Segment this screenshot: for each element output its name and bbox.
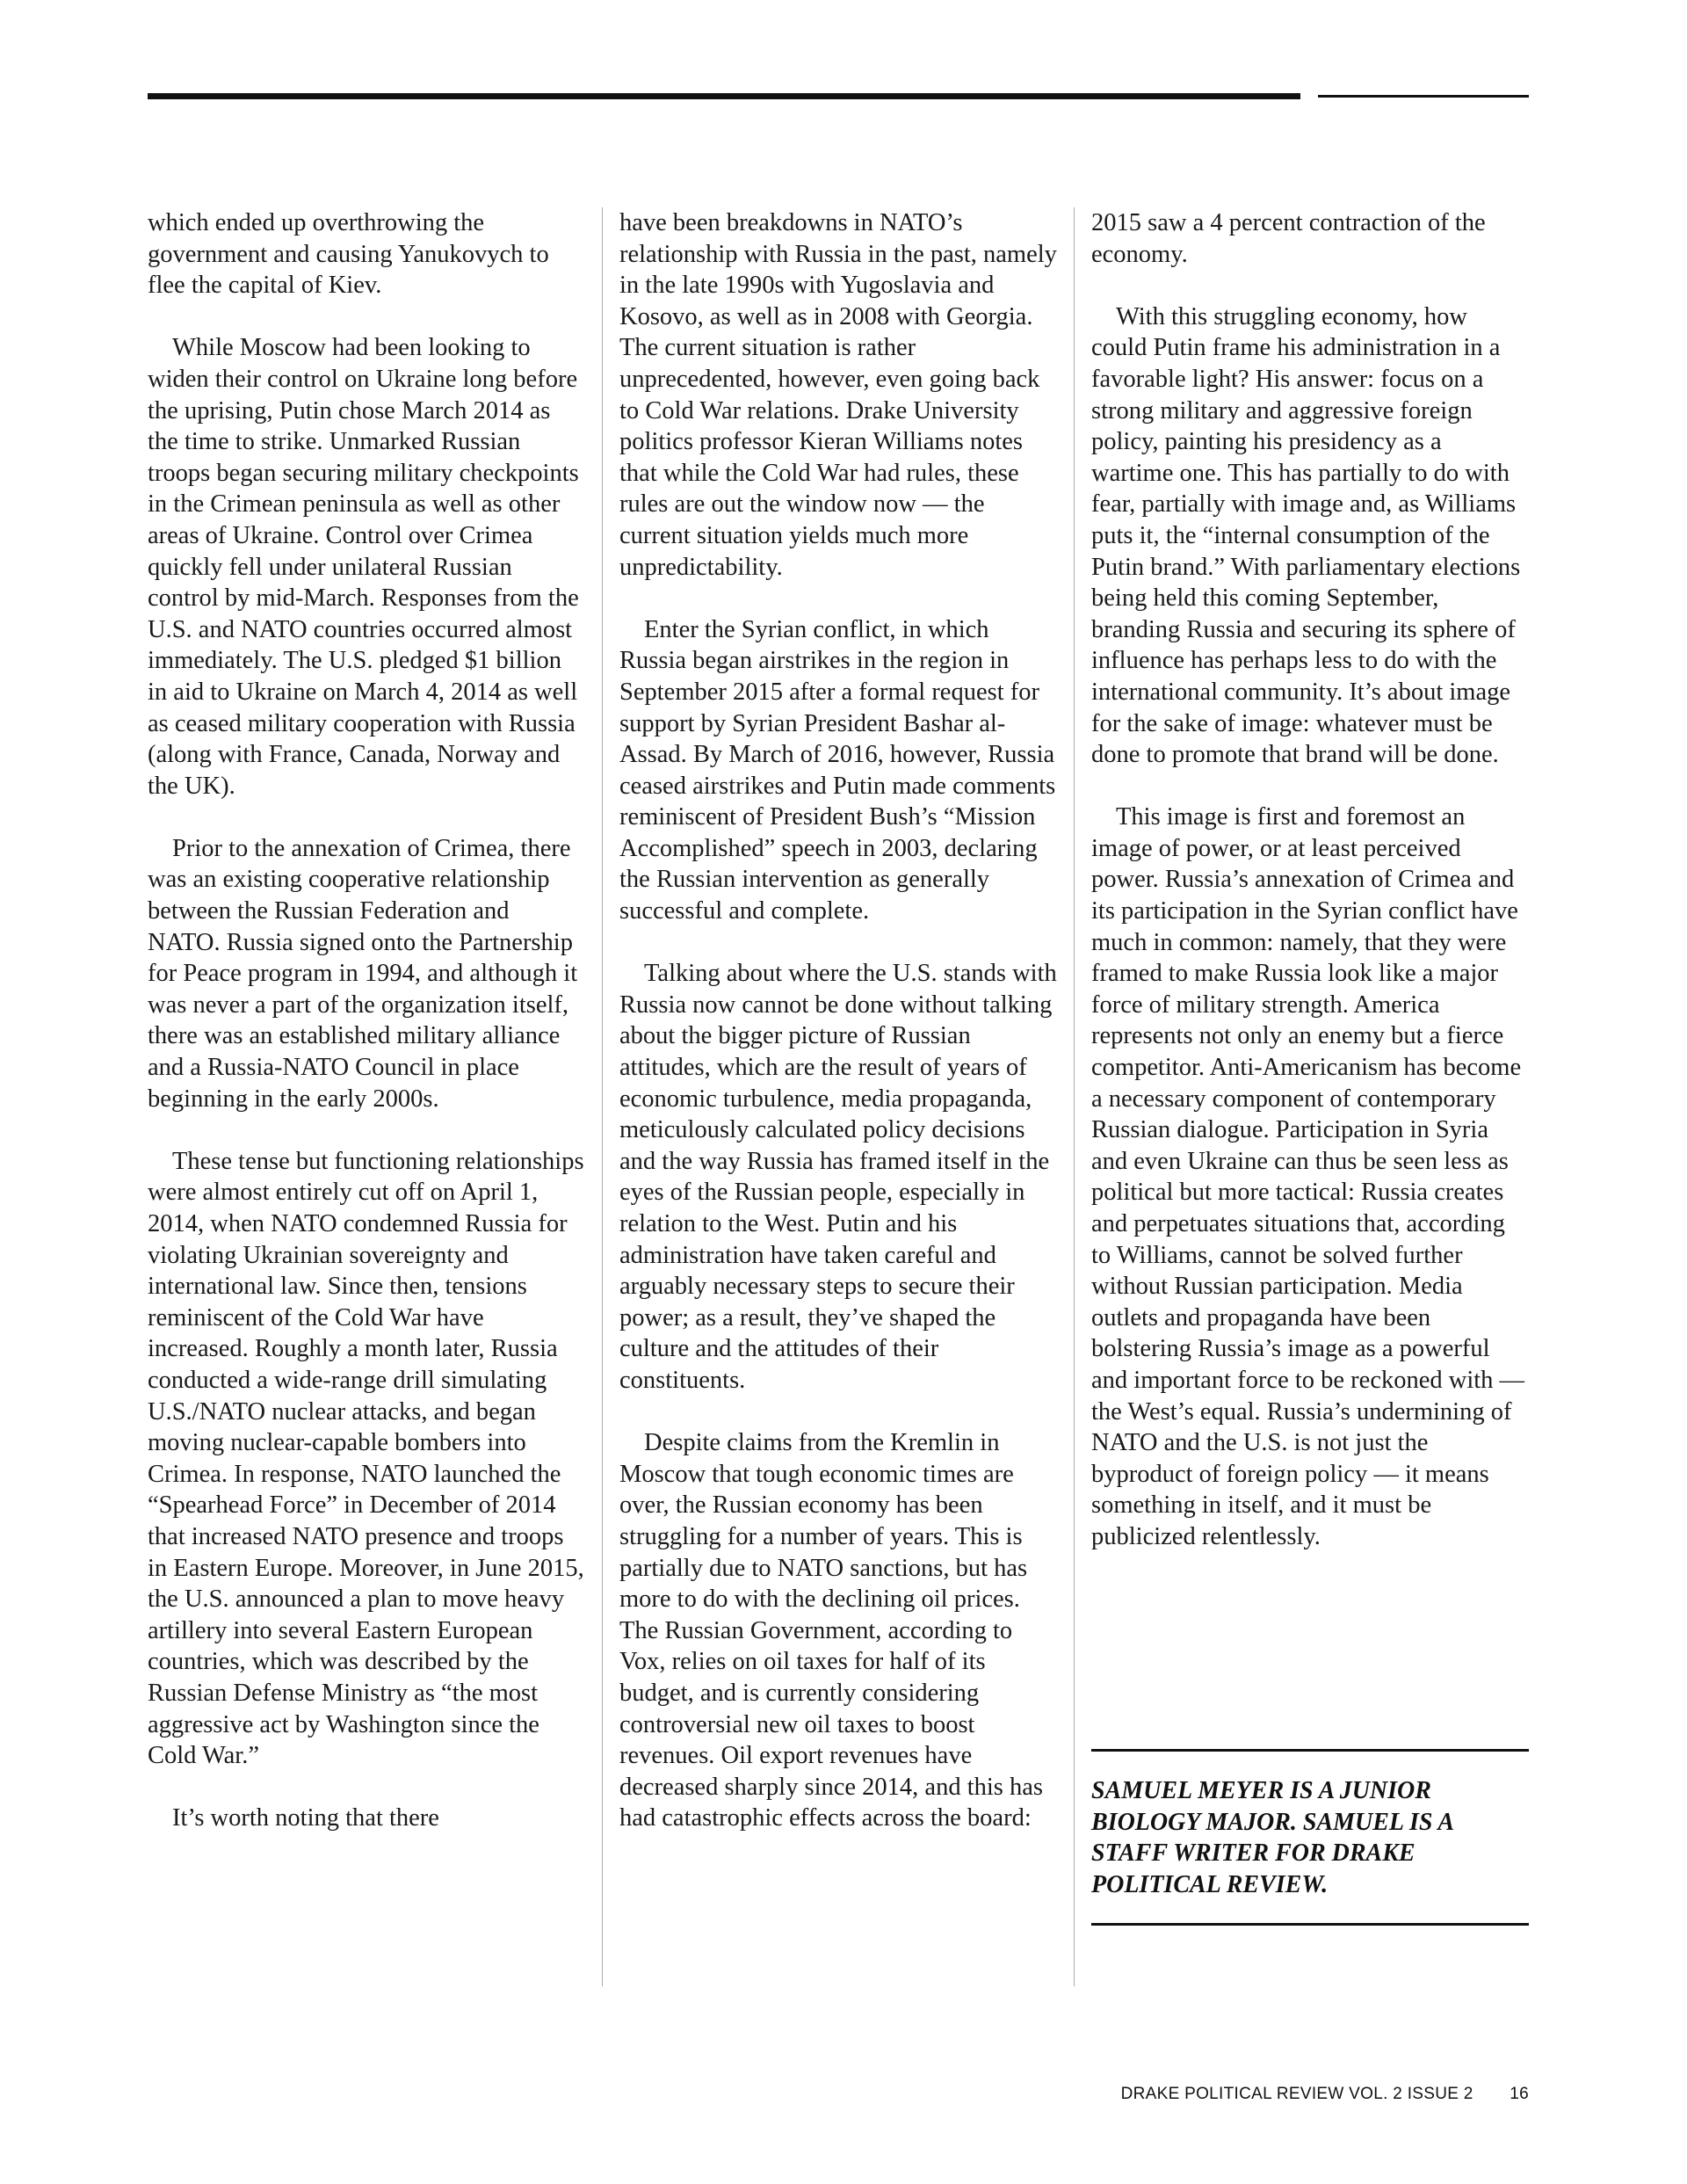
paragraph: have been breakdowns in NATO’s relationship with Russia in the past, namely in the late 1990s with Yugoslavia and Kosovo, as well as in 2008 with Georgia. The current situation is rather unprecedented, however, even going back to Cold War relations. Drake University politics professor Kieran Williams notes that while the Cold War had rules, these rules are out the window now — the current situation yields much more unpredictability. [619,209,1057,581]
paragraph: Prior to the annexation of Crimea, there was an existing cooperative relationship between the Russian Federation and NATO. Russia signed onto the Partnership for Peace program in 1994, and although it was never a part of the organization itself, there was an established military alliance and a Russia-NATO Council in place beginning in the early 2000s. [148,834,578,1113]
paragraph: It’s worth noting that there [172,1804,439,1832]
article-column-3 [1091,207,1529,1584]
column-divider [1074,207,1075,1986]
bio-rule-bottom [1091,1923,1529,1926]
header-rule-main [148,93,1300,99]
paragraph: which ended up overthrowing the government and causing Yanukovych to flee the capital of Kiev. [148,209,549,300]
column-divider [602,207,603,1986]
page-number: 16 [1510,2085,1529,2103]
paragraph: While Moscow had been looking to widen their control on Ukraine long before the uprising, Putin chose March 2014 as the time to strike. Unmarked Russian troops began securing military checkpoints in the Crimean peninsula as well as other areas of Ukraine. Control over Crimea quickly fell under unilateral Russian control by mid-March. Responses from the U.S. and NATO countries occurred almost immediately. The U.S. pledged $1 billion in aid to Ukraine on March 4, 2014 as well as ceased military cooperation with Russia (along with France, Canada, Norway and the UK). [148,334,579,800]
paragraph: Talking about where the U.S. stands with Russia now cannot be done without talking about the bigger picture of Russian attitudes, which are the result of years of economic turbulence, media propaganda, meticulously calculated policy decisions and the way Russia has framed itself in the eyes of the Russian people, especially in relation to the West. Putin and his administration have taken careful and arguably necessary steps to secure their power; as a result, they’ve shaped the culture and the attitudes of their constituents. [619,960,1057,1394]
author-bio: SAMUEL MEYER IS A JUNIOR BIOLOGY MAJOR. SAMUEL IS A STAFF WRITER FOR DRAKE POLITICAL REVIEW. [1091,1777,1453,1898]
paragraph: Despite claims from the Kremlin in Moscow that tough economic times are over, the Russian economy has been struggling for a number of years. This is partially due to NATO sanctions, but has more to do with the declining oil prices. The Russian Government, according to Vox, relies on oil taxes for half of its budget, and is currently considering controversial new oil taxes to boost revenues. Oil export revenues have decreased sharply since 2014, and this has had catastrophic effects across the board: [619,1429,1043,1832]
article-column-1 [148,207,587,1865]
paragraph: These tense but functioning relationships were almost entirely cut off on April 1, 2014, when NATO condemned Russia for violating Ukrainian sovereignty and international law. Since then, tensions reminiscent of the Cold War have increased. Roughly a month later, Russia conducted a wide-range drill simulating U.S./NATO nuclear attacks, and began moving nuclear-capable bombers into Crimea. In response, NATO launched the “Spearhead Force” in December of 2014 that increased NATO presence and troops in Eastern Europe. Moreover, in June 2015, the U.S. announced a plan to move heavy artillery into several Eastern European countries, which was described by the Russian Defense Ministry as “the most aggressive act by Washington since the Cold War.” [148,1147,584,1770]
paragraph: 2015 saw a 4 percent contraction of the economy. [1091,209,1486,268]
paragraph: With this struggling economy, how could Putin frame his administration in a favorable light? His answer: focus on a strong military and aggressive foreign policy, painting his presidency as a wartime one. This has partially to do with fear, partially with image and, as Williams puts it, the “internal consumption of the Putin brand.” With parliamentary elections being held this coming September, branding Russia and securing its sphere of influence has perhaps less to do with the international community. It’s about image for the sake of image: whatever must be done to promote that brand will be done. [1091,302,1521,769]
header-rule-side [1318,95,1529,98]
bio-rule-top [1091,1749,1529,1752]
publication-info: DRAKE POLITICAL REVIEW VOL. 2 ISSUE 2 [1120,2085,1473,2103]
page-footer [1121,2085,1529,2104]
article-column-2 [619,207,1059,1865]
paragraph: This image is first and foremost an image of power, or at least perceived power. Russia’s annexation of Crimea and its participation in the Syrian conflict have much in common: namely, that they were framed to make Russia look like a major force of military strength. America represents not only an enemy but a fierce competitor. Anti-Americanism has become a necessary component of contemporary Russian dialogue. Participation in Syria and even Ukraine can thus be seen less as political but more tactical: Russia creates and perpetuates situations that, according to Williams, cannot be solved further without Russian participation. Media outlets and propaganda have been bolstering Russia’s image as a powerful and important force to be reckoned with — the West’s equal. Russia’s undermining of NATO and the U.S. is not just the byproduct of foreign policy — it means something in itself, and it must be publicized relentlessly. [1091,803,1525,1550]
paragraph: Enter the Syrian conflict, in which Russia began airstrikes in the region in September 2015 after a formal request for support by Syrian President Bashar al-Assad. By March of 2016, however, Russia ceased airstrikes and Putin made comments reminiscent of President Bush’s “Mission Accomplished” speech in 2003, declaring the Russian intervention as generally successful and complete. [619,615,1056,925]
